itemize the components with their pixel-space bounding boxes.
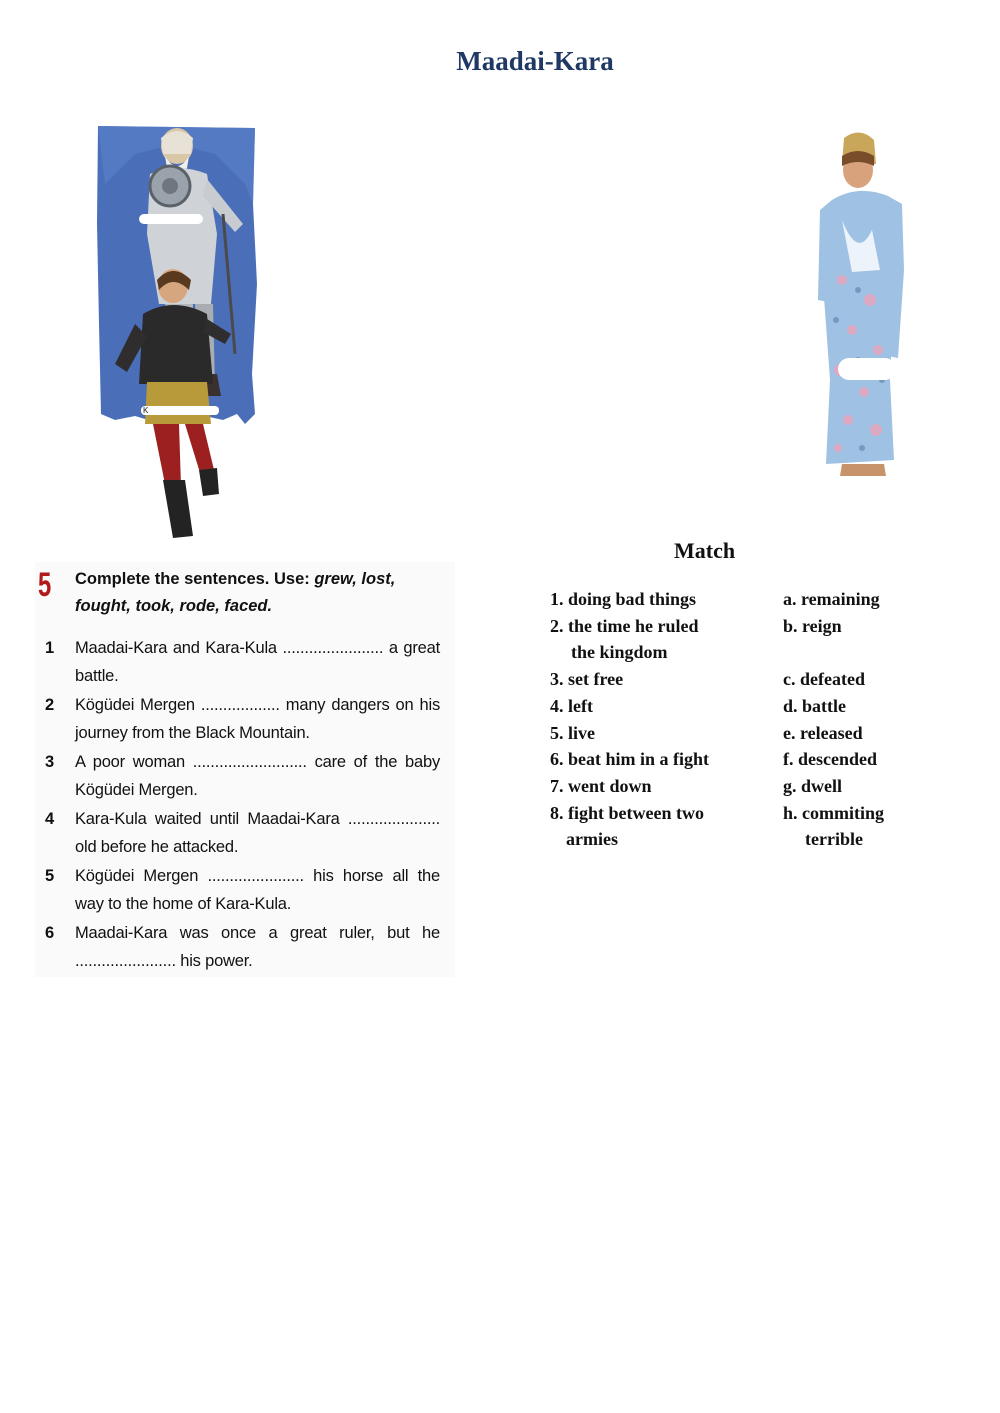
match-right-item: c. defeated: [783, 669, 865, 690]
match-right-item: b. reign: [783, 615, 842, 636]
exercise-number: 5: [38, 566, 52, 604]
sentence-text: A poor woman .......................... care of the baby Kögüdei Mergen.: [75, 753, 440, 799]
instruction-text: Complete the sentences. Use:: [75, 570, 310, 588]
sentence-text: Kara-Kula waited until Maadai-Kara ..................... old before he attacked.: [75, 810, 440, 856]
match-left-item: 4. left: [550, 695, 593, 716]
match-left-item: 5. live: [550, 722, 595, 743]
match-left-item: 6. beat him in a fight: [550, 749, 710, 770]
sentence-number: 3: [45, 753, 55, 771]
warriors-label: K: [143, 406, 149, 415]
sentence-item: [35, 862, 440, 918]
sentence-item: [35, 748, 440, 804]
exercise-panel: [35, 562, 455, 977]
sentence-item: [35, 634, 440, 690]
warriors-illustration: [95, 124, 265, 544]
match-right-item: e. released: [783, 722, 863, 743]
sentence-number: 2: [45, 696, 55, 714]
woman-illustration: [812, 130, 908, 485]
sentence-text: Maadai-Kara and Kara-Kula ....................... a great battle.: [75, 639, 440, 685]
match-left-item: 2. the time he ruled: [550, 615, 699, 636]
match-left-item: 7. went down: [550, 775, 652, 796]
match-left-item: 1. doing bad things: [550, 589, 697, 609]
match-title: Match: [674, 538, 736, 563]
exercise-instruction: [75, 566, 445, 620]
match-left-item: 3. set free: [550, 669, 624, 690]
match-left-item: armies: [566, 829, 618, 850]
match-right-item: f. descended: [783, 749, 877, 770]
sentence-item: [35, 805, 440, 861]
page-title: Maadai-Kara: [456, 46, 614, 76]
sentence-number: 5: [45, 867, 55, 885]
match-right-item: d. battle: [783, 695, 846, 716]
match-right-item: g. dwell: [783, 775, 843, 796]
match-left-item: the kingdom: [571, 642, 668, 663]
match-right-column: [783, 586, 963, 853]
sentence-text: Kögüdei Mergen .................. many dangers on his journey from the Black Mountain.: [75, 696, 440, 742]
instruction-words: grew, lost, fought, took, rode, faced.: [75, 570, 396, 615]
match-right-item: h. commiting: [783, 802, 884, 823]
match-left-item: 8. fight between two: [550, 802, 704, 823]
match-right-item: [783, 639, 963, 666]
sentence-text: Kögüdei Mergen ...................... his horse all the way to the home of Kara-Kula.: [75, 867, 440, 913]
sentence-item: [35, 919, 440, 975]
sentence-number: 1: [45, 639, 55, 657]
match-right-item: a. remaining: [783, 589, 880, 609]
sentence-text: Maadai-Kara was once a great ruler, but he ....................... his power.: [75, 924, 440, 970]
sentence-number: 4: [45, 810, 55, 828]
sentence-number: 6: [45, 924, 55, 942]
match-right-item: terrible: [805, 829, 863, 850]
sentence-list: [35, 634, 455, 976]
match-left-column: [550, 586, 770, 853]
sentence-item: [35, 691, 440, 747]
